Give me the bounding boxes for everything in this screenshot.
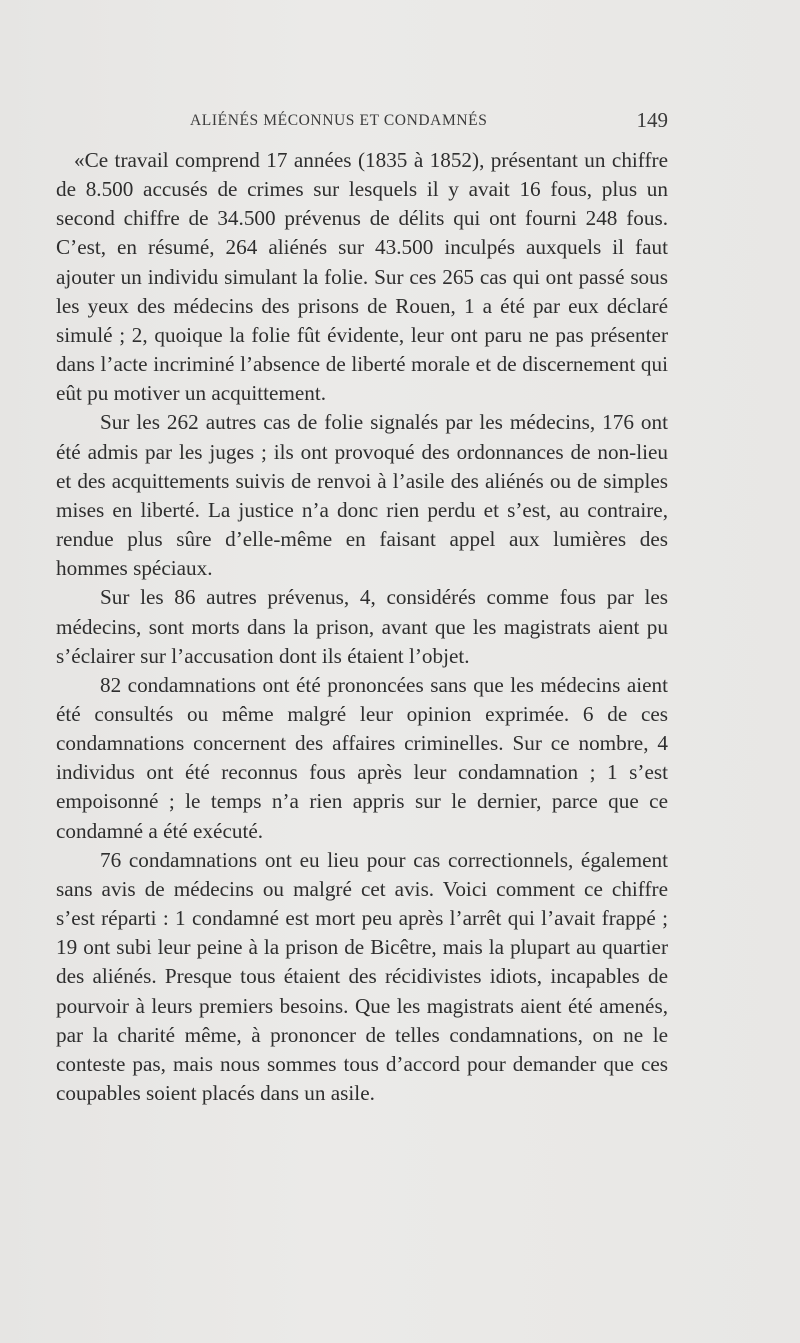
paragraph: 76 condamnations ont eu lieu pour cas correctionnels, également sans avis de médecins ou malgré cet avis. Voici comment ce chiffre s’est réparti : 1 condamné est mort peu après l’arrêt qui l’avait frappé ; 19 ont subi leur peine à la prison de Bicêtre, mais la plupart au quartier des aliénés. Presque tous étaient des récidivistes idiots, incapables de pourvoir à leurs premiers besoins. Que les magistrats aient été amenés, par la charité même, à prononcer de telles condamnations, on ne le conteste pas, mais nous sommes tous d’accord pour demander que ces coupables soient placés dans un asile. [56,847,668,1105]
page-number: 149 [636,108,668,132]
paragraph: 82 condamnations ont été prononcées sans que les médecins aient été consultés ou même malgré leur opinion exprimée. 6 de ces condamnations concernent des affaires criminelles. Sur ce nombre, 4 individus ont été reconnus fous après leur condamnation ; 1 s’est empoisonné ; le temps n’a rien appris sur le dernier, parce que ce condamné a été exécuté. [56,672,668,843]
paragraph: Sur les 86 autres prévenus, 4, considérés comme fous par les médecins, sont morts dans la prison, avant que les magistrats aient pu s’éclairer sur l’accusation dont ils étaient l’objet. [56,585,668,668]
paragraph: «Ce travail comprend 17 années (1835 à 1852), présentant un chiffre de 8.500 accusés de crimes sur lesquels il y avait 16 fous, plus un second chiffre de 34.500 prévenus de délits qui ont fourni 248 fous. C’est, en résumé, 264 aliénés sur 43.500 inculpés auxquels il faut ajouter un individu simulant la folie. Sur ces 265 cas qui ont passé sous les yeux des médecins des prisons de Rouen, 1 a été par eux déclaré simulé ; 2, quoique la folie fût évidente, leur ont paru ne pas présenter dans l’acte incriminé l’absence de liberté morale et de discernement qui eût pu motiver un acquittement. [56,148,668,406]
body-text [56,146,668,1108]
page-header [88,108,668,136]
paragraph: Sur les 262 autres cas de folie signalés par les médecins, 176 ont été admis par les juges ; ils ont provoqué des ordonnances de non-lieu et des acquittements suivis de renvoi à l’asile des aliénés ou de simples mises en liberté. La justice n’a donc rien perdu et s’est, au contraire, rendue plus sûre d’elle-même en faisant appel aux lumières des hommes spéciaux. [56,410,668,581]
running-head: ALIÉNÉS MÉCONNUS ET CONDAMNÉS [190,112,488,129]
